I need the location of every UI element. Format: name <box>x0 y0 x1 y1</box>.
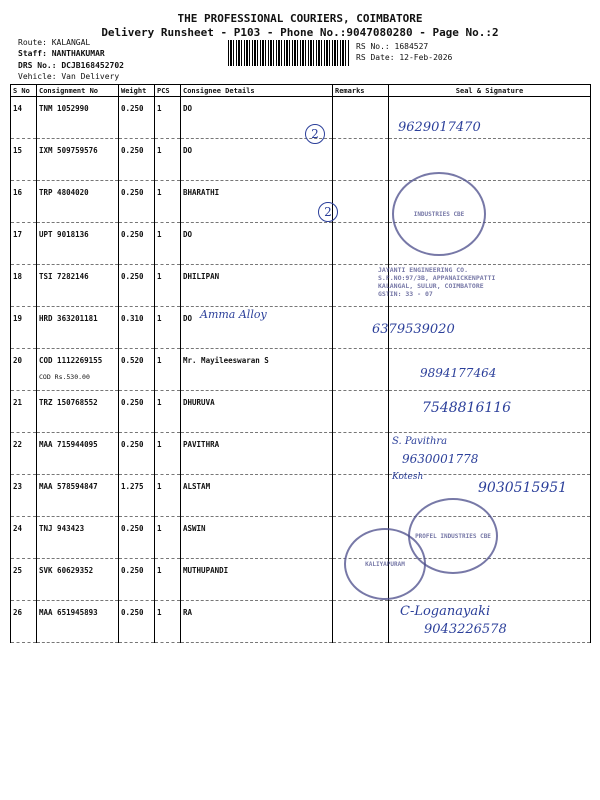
row-pcs: 1 <box>155 223 181 265</box>
stamp-line: GSTIN: 33 - 07 <box>378 290 433 298</box>
row-sno: 16 <box>11 181 37 223</box>
col-sno: S No <box>11 85 37 97</box>
row-consignee: PAVITHRA <box>181 433 333 475</box>
row-consignee: DO <box>181 307 333 349</box>
row-pcs: 1 <box>155 475 181 517</box>
route-label: Route: KALANGAL <box>18 38 91 47</box>
row-consignee: ALSTAM <box>181 475 333 517</box>
col-consignee: Consignee Details <box>181 85 333 97</box>
row-pcs: 1 <box>155 391 181 433</box>
row-sno: 25 <box>11 559 37 601</box>
handwritten-phone-row20: 9894177464 <box>420 366 497 380</box>
row-pcs: 1 <box>155 181 181 223</box>
row-weight: 1.275 <box>119 475 155 517</box>
row-sno: 15 <box>11 139 37 181</box>
row-sno: 24 <box>11 517 37 559</box>
company-title: THE PROFESSIONAL COURIERS, COIMBATORE <box>177 12 423 25</box>
table-row <box>11 139 591 181</box>
col-consignment: Consignment No <box>37 85 119 97</box>
row-consignee: ASWIN <box>181 517 333 559</box>
row-weight: 0.250 <box>119 517 155 559</box>
handwritten-phone-row14: 9629017470 <box>398 120 481 135</box>
col-pcs: PCS <box>155 85 181 97</box>
row-consignment: MAA 715944095 <box>37 433 119 475</box>
stamp-text: KALIYAPURAM <box>365 560 405 568</box>
row-pcs: 1 <box>155 139 181 181</box>
row-consignment-number: COD 1112269155 <box>39 356 103 365</box>
table-row <box>11 559 591 601</box>
row-sno: 22 <box>11 433 37 475</box>
row-sno: 23 <box>11 475 37 517</box>
row-remarks <box>333 97 389 139</box>
row-weight: 0.250 <box>119 139 155 181</box>
row-remarks <box>333 433 389 475</box>
rs-number: RS No.: 1684527 <box>356 42 429 51</box>
row-consignee: DHURUVA <box>181 391 333 433</box>
runsheet-table <box>10 84 591 643</box>
col-remarks: Remarks <box>333 85 389 97</box>
row-sno: 19 <box>11 307 37 349</box>
row-seal <box>389 139 591 181</box>
stamp-line: S.F.NO:97/3B, APPANAICKENPATTI <box>378 274 496 282</box>
company-seal-stamp <box>344 528 426 600</box>
table-row <box>11 223 591 265</box>
stamp-line: KALANGAL, SULUR, COIMBATORE <box>378 282 484 290</box>
row-consignment: TRZ 150768552 <box>37 391 119 433</box>
row-weight: 0.520 <box>119 349 155 391</box>
row-pcs: 1 <box>155 349 181 391</box>
col-weight: Weight <box>119 85 155 97</box>
handwritten-amma-alloy: Amma Alloy <box>200 308 267 321</box>
table-row <box>11 517 591 559</box>
row-sno: 18 <box>11 265 37 307</box>
row-weight: 0.250 <box>119 601 155 643</box>
row-consignment: MAA 651945893 <box>37 601 119 643</box>
row-consignment: SVK 60629352 <box>37 559 119 601</box>
runsheet-subtitle: Delivery Runsheet - P103 - Phone No.:9047080280 - Page No.:2 <box>101 26 499 39</box>
handwritten-phone-row23: 9030515951 <box>478 480 568 496</box>
barcode <box>228 40 350 66</box>
row-pcs: 1 <box>155 433 181 475</box>
row-consignee: DHILIPAN <box>181 265 333 307</box>
row-sno: 17 <box>11 223 37 265</box>
table-row <box>11 265 591 307</box>
row-weight: 0.250 <box>119 391 155 433</box>
handwritten-phone-row19: 6379539020 <box>372 322 455 337</box>
handwritten-circle-mark: 2 <box>318 202 338 222</box>
row-weight: 0.250 <box>119 181 155 223</box>
row-consignee: DO <box>181 223 333 265</box>
row-remarks <box>333 181 389 223</box>
row-sno: 20 <box>11 349 37 391</box>
row-consignment: TSI 7282146 <box>37 265 119 307</box>
row-consignee: DO <box>181 97 333 139</box>
row-consignee: RA <box>181 601 333 643</box>
company-address-stamp <box>378 266 495 298</box>
rs-date: RS Date: 12-Feb-2026 <box>356 53 453 62</box>
handwritten-phone-row21: 7548816116 <box>422 400 512 416</box>
row-pcs: 1 <box>155 601 181 643</box>
row-consignee: DO <box>181 139 333 181</box>
handwritten-name-row23: Kotesh <box>392 472 424 482</box>
row-weight: 0.250 <box>119 97 155 139</box>
row-remarks <box>333 475 389 517</box>
row-consignee: BHARATHI <box>181 181 333 223</box>
handwritten-circle-mark: 2 <box>305 124 325 144</box>
row-remarks <box>333 391 389 433</box>
row-consignee: MUTHUPANDI <box>181 559 333 601</box>
handwritten-phone-row22: 9630001778 <box>402 452 479 466</box>
stamp-text: INDUSTRIES CBE <box>413 210 465 218</box>
row-consignment: MAA 578594847 <box>37 475 119 517</box>
row-consignment: TNJ 943423 <box>37 517 119 559</box>
cod-amount: COD Rs.530.00 <box>39 373 90 381</box>
row-consignee: Mr. Mayileeswaran S <box>181 349 333 391</box>
stamp-line: JAYANTI ENGINEERING CO. <box>378 266 469 274</box>
row-consignment: UPT 9018136 <box>37 223 119 265</box>
row-sno: 14 <box>11 97 37 139</box>
table-row <box>11 349 591 391</box>
row-weight: 0.250 <box>119 223 155 265</box>
row-pcs: 1 <box>155 307 181 349</box>
row-consignment: TNM 1052990 <box>37 97 119 139</box>
table-row <box>11 181 591 223</box>
row-pcs: 1 <box>155 517 181 559</box>
row-weight: 0.250 <box>119 265 155 307</box>
row-remarks <box>333 349 389 391</box>
row-consignment: IXM 509759576 <box>37 139 119 181</box>
handwritten-name-row26: C-Loganayaki <box>400 604 491 619</box>
table-header-row <box>11 85 591 97</box>
drs-label: DRS No.: DCJB168452702 <box>18 61 124 70</box>
row-remarks <box>333 223 389 265</box>
row-pcs: 1 <box>155 559 181 601</box>
row-consignment <box>37 349 119 391</box>
row-sno: 26 <box>11 601 37 643</box>
table-row <box>11 433 591 475</box>
company-seal-stamp <box>392 172 486 256</box>
vehicle-label: Vehicle: Van Delivery <box>18 72 120 81</box>
row-remarks <box>333 139 389 181</box>
row-consignment: HRD 363201181 <box>37 307 119 349</box>
row-weight: 0.250 <box>119 559 155 601</box>
row-consignment: TRP 4804020 <box>37 181 119 223</box>
table-row <box>11 307 591 349</box>
table-row <box>11 97 591 139</box>
row-pcs: 1 <box>155 265 181 307</box>
stamp-text: PROFEL INDUSTRIES CBE <box>415 532 491 540</box>
handwritten-name-row22: S. Pavithra <box>392 436 448 447</box>
row-sno: 21 <box>11 391 37 433</box>
staff-label: Staff: NANTHAKUMAR <box>18 49 105 58</box>
handwritten-phone-row26: 9043226578 <box>424 622 507 637</box>
row-remarks <box>333 601 389 643</box>
col-seal: Seal & Signature <box>389 85 591 97</box>
row-pcs: 1 <box>155 97 181 139</box>
row-weight: 0.310 <box>119 307 155 349</box>
row-weight: 0.250 <box>119 433 155 475</box>
